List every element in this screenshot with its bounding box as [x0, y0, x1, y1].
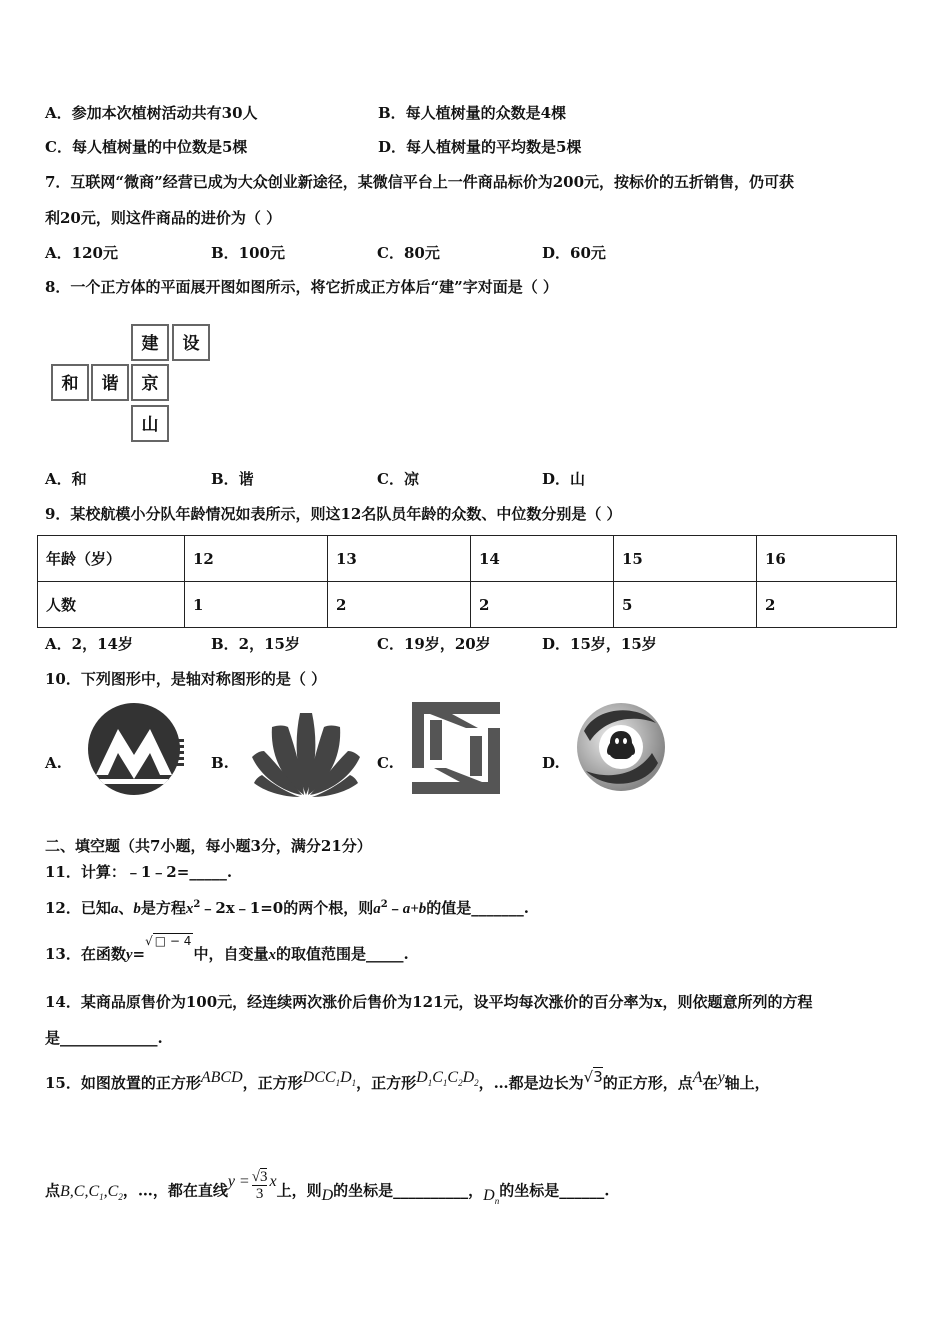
age-table [37, 535, 897, 628]
q6-option-a: A．参加本次植树活动共有30人 [45, 104, 258, 122]
q15-text: ，正方形 [356, 1074, 417, 1092]
q12-text: ﹣2x﹣1=0的两个根，则 [200, 899, 374, 917]
q15-text: ，…都是边长为 [478, 1074, 584, 1092]
table-cell: 2 [757, 582, 897, 628]
q10-option-d-label: D. [542, 754, 560, 772]
cube-cell-he: 和 [51, 364, 89, 401]
q12-text: 12．已知 [45, 899, 111, 917]
q15-math-part: D [416, 1069, 428, 1086]
q15-text: 上，则 [276, 1181, 322, 1200]
section2-heading: 二、填空题（共7小题，每小题3分，满分21分） [45, 837, 372, 855]
cube-cell-shan: 山 [131, 405, 169, 442]
q12 [45, 895, 529, 919]
q15-d1c1c2d2: $D_1C_1C_2D_2$ [416, 1069, 479, 1089]
q12-exponent: 2 [193, 899, 201, 910]
q9-option-a: A．2，14岁 [45, 635, 133, 653]
table-cell: 5 [614, 582, 757, 628]
q15-text: 的坐标是______. [499, 1181, 610, 1200]
q10-option-a-label: A. [45, 754, 62, 772]
cube-cell-jing: 京 [131, 364, 169, 401]
q15-math-part: DCC [302, 1069, 336, 1086]
q12-text: 的值是_______. [426, 899, 529, 917]
q13-var-y: y [125, 947, 133, 963]
q15-dcc1d1: $DCC_1D_1$ [302, 1069, 357, 1089]
q15-sqrt3: √3 [583, 1068, 603, 1086]
q15-math-part: B,C,C [60, 1182, 100, 1200]
cube-cell-she: 设 [172, 324, 210, 361]
q13-text: 中，自变量 [193, 945, 269, 963]
q12-text: 是方程 [140, 899, 186, 917]
cube-cell-xie: 谐 [91, 364, 129, 401]
q15-text: 的正方形，点 [602, 1074, 693, 1092]
q15-radicand: 3 [593, 1068, 603, 1086]
table-cell: 1 [185, 582, 328, 628]
table-cell: 15 [614, 536, 757, 582]
q9-option-b: B．2，15岁 [211, 635, 300, 653]
q6-option-b: B．每人植树量的众数是4棵 [378, 104, 567, 122]
q13 [45, 934, 409, 965]
table-cell: 2 [471, 582, 614, 628]
q7-option-d: D．60元 [542, 244, 606, 262]
table-cell: 13 [328, 536, 471, 582]
q13-radical: √ □ − 4 [145, 934, 192, 948]
q13-radicand: □ − 4 [154, 934, 192, 948]
q15-abcd: ABCD [200, 1069, 243, 1086]
q15-text: 点 [45, 1181, 61, 1200]
q15-fraction-num: √3 [251, 1169, 268, 1185]
cube-cell-jian: 建 [131, 324, 169, 361]
cmb-logo-icon [86, 703, 186, 796]
q12-var-a: a [110, 901, 119, 917]
q8-stem: 8．一个正方体的平面展开图如图所示，将它折成正方体后“建”字对面是（ ） [45, 278, 558, 296]
q15-text: 在 [702, 1074, 718, 1092]
q13-var-x: x [268, 947, 276, 963]
q15-text: ，…，都在直线 [122, 1181, 228, 1200]
q15-text: ，正方形 [242, 1074, 303, 1092]
q8-option-d: D．山 [542, 470, 586, 488]
table-cell: 14 [471, 536, 614, 582]
q12-var-x: x [185, 901, 194, 917]
q12-expr: a+b [402, 901, 427, 917]
q9-stem: 9．某校航模小分队年龄情况如表所示，则这12名队员年龄的众数、中位数分别是（ ） [45, 505, 622, 523]
q15-text: 的坐标是__________， [333, 1181, 484, 1200]
q15-line-x: x [269, 1172, 277, 1190]
q15-point-a: A [692, 1069, 703, 1086]
q7-option-c: C．80元 [377, 244, 440, 262]
q15-fraction-den: 3 [255, 1186, 264, 1202]
q8-option-a: A．和 [45, 470, 87, 488]
q15-point-d: D [321, 1186, 334, 1204]
q6-option-c: C．每人植树量的中位数是5棵 [45, 138, 248, 156]
table-cell: 年龄（岁） [38, 536, 185, 582]
table-cell: 人数 [38, 582, 185, 628]
q10-option-c-label: C. [377, 754, 394, 772]
q11: 11．计算：﹣1﹣2=_____. [45, 863, 233, 881]
q15-points: $B,C,C_1,C_2$ [60, 1182, 123, 1202]
q15-num-radicand: 3 [259, 1169, 268, 1185]
q15-line-eq-lhs: y = [227, 1172, 250, 1190]
q6-option-d: D．每人植树量的平均数是5棵 [378, 138, 582, 156]
table-cell: 12 [185, 536, 328, 582]
q9-option-d: D．15岁，15岁 [542, 635, 657, 653]
table-row [38, 536, 897, 582]
q15-y-axis: y [717, 1069, 725, 1086]
q14-line2: 是_____________. [45, 1029, 163, 1047]
q15-text: 15．如图放置的正方形 [45, 1074, 201, 1092]
q13-text: = [132, 945, 146, 963]
q12-var-b: b [133, 901, 141, 917]
q9-option-c: C．19岁，20岁 [377, 635, 491, 653]
q12-text: ﹣ [387, 899, 403, 917]
qq-logo-icon [576, 701, 666, 793]
square-logo-icon [412, 702, 502, 794]
q7-option-b: B．100元 [211, 244, 285, 262]
q15-fraction [252, 1169, 268, 1202]
q14-line1: 14．某商品原售价为100元，经连续两次涨价后售价为121元，设平均每次涨价的百分率为x，则依题意所列的方程 [45, 993, 813, 1011]
q15-line1 [45, 1068, 770, 1099]
table-cell: 2 [328, 582, 471, 628]
table-row [38, 582, 897, 628]
q8-option-b: B．谐 [211, 470, 254, 488]
q15-point-dn: $D_n$ [483, 1186, 500, 1206]
q13-text: 的取值范围是_____. [275, 945, 409, 963]
q12-text: 、 [118, 899, 134, 917]
q15-line2 [45, 1169, 610, 1208]
q12-var-a2: a [373, 901, 381, 917]
q12-exponent: 2 [380, 899, 388, 910]
table-cell: 16 [757, 536, 897, 582]
q15-text: 轴上， [724, 1074, 770, 1092]
q13-text: 13．在函数 [45, 945, 126, 963]
q7-stem-line1: 7．互联网“微商”经营已成为大众创业新途径，某微信平台上一件商品标价为200元，按标价的五折销售，仍可获 [45, 173, 795, 191]
q15-math-part: D [483, 1186, 495, 1204]
huawei-logo-icon [250, 711, 362, 797]
q10-stem: 10．下列图形中，是轴对称图形的是（ ） [45, 670, 327, 688]
q7-option-a: A．120元 [45, 244, 118, 262]
q8-option-c: C．凉 [377, 470, 419, 488]
q7-stem-line2: 利20元，则这件商品的进价为（ ） [45, 209, 282, 227]
q10-option-b-label: B. [211, 754, 229, 772]
